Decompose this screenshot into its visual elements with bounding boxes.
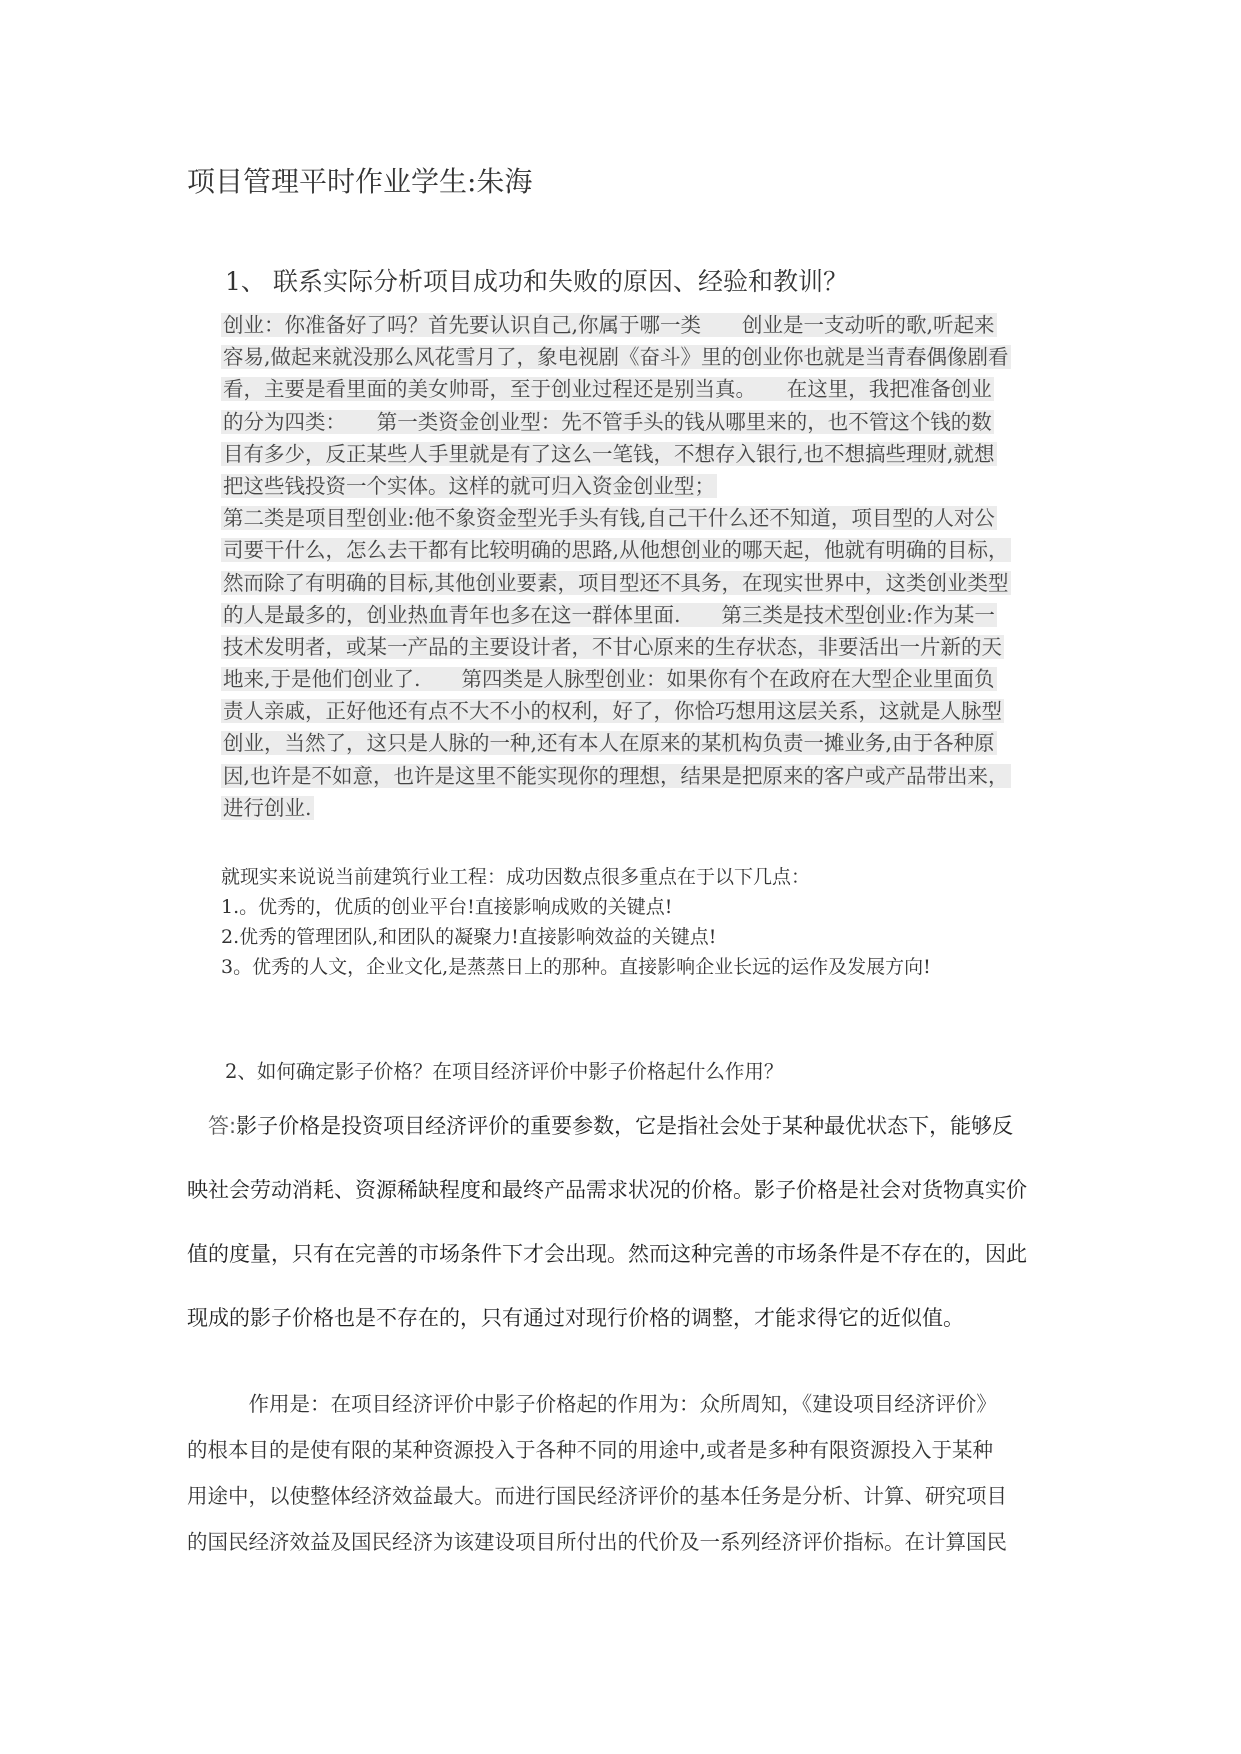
answer-line: 现成的影子价格也是不存在的，只有通过对现行价格的调整，才能求得它的近似值。 (187, 1306, 964, 1330)
question-1-number: 1、 (225, 267, 266, 296)
paragraph-line: 第二类是项目型创业:他不象资金型光手头有钱,自己干什么还不知道，项目型的人对公 (223, 506, 995, 531)
paragraph-line: 的分为四类： 第一类资金创业型：先不管手头的钱从哪里来的，也不管这个钱的数 (223, 409, 992, 434)
answer-line: 答:影子价格是投资项目经济评价的重要参数，它是指社会处于某种最优状态下，能够反 (208, 1114, 1014, 1138)
paragraph-line: 把这些钱投资一个实体。这样的就可归入资金创业型； (223, 473, 715, 498)
answer-line: 映社会劳动消耗、资源稀缺程度和最终产品需求状况的价格。影子价格是社会对货物真实价 (187, 1178, 1027, 1202)
paragraph-line: 因,也许是不如意，也许是这里不能实现你的理想，结果是把原来的客户或产品带出来， (223, 763, 1009, 788)
paragraph-line: 创业：你准备好了吗？首先要认识自己,你属于哪一类 创业是一支动听的歌,听起来 (223, 313, 995, 337)
paragraph-line: 地来,于是他们创业了. 第四类是人脉型创业：如果你有个在政府在大型企业里面负 (223, 667, 995, 692)
paragraph-line: 责人亲戚，正好他还有点不大不小的权利，好了，你恰巧想用这层关系，这就是人脉型 (223, 699, 1002, 724)
document-title: 项目管理平时作业学生:朱海 (187, 165, 533, 198)
usage-line: 作用是：在项目经济评价中影子价格起的作用为：众所周知，《建设项目经济评价》 (248, 1392, 997, 1416)
question-1-shaded-paragraph (221, 309, 1069, 824)
question-2-usage-paragraph (187, 1390, 1067, 1574)
question-2-answer (187, 1112, 1067, 1368)
answer-lead: 答: (208, 1114, 237, 1138)
list-item: 2.优秀的管理团队,和团队的凝聚力!直接影响效益的关键点! (221, 926, 717, 948)
usage-line: 用途中，以使整体经济效益最大。而进行国民经济评价的基本任务是分析、计算、研究项目 (187, 1484, 1007, 1508)
answer-line: 值的度量，只有在完善的市场条件下才会出现。然而这种完善的市场条件是不存在的，因此 (187, 1242, 1027, 1266)
paragraph-line: 创业，当然了，这只是人脉的一种,还有本人在原来的某机构负责一摊业务,由于各种原 (223, 731, 995, 756)
question-1-heading (225, 262, 848, 298)
question-2-heading: 2、如何确定影子价格？在项目经济评价中影子价格起什么作用？ (225, 1060, 784, 1083)
usage-line: 的根本目的是使有限的某种资源投入于各种不同的用途中,或者是多种有限资源投入于某种 (187, 1438, 994, 1462)
paragraph-line: 司要干什么，怎么去干都有比较明确的思路,从他想创业的哪天起，他就有明确的目标， (223, 538, 1009, 563)
paragraph-line: 技术发明者，或某一产品的主要设计者，不甘心原来的生存状态，非要活出一片新的天 (223, 634, 1002, 659)
paragraph-line: 进行创业. (223, 795, 312, 820)
paragraph-line: 目有多少，反正某些人手里就是有了这么一笔钱，不想存入银行,也不想搞些理财,就想 (223, 441, 995, 466)
key-points-intro: 就现实来说说当前建筑行业工程：成功因数点很多重点在于以下几点： (221, 866, 811, 888)
question-1-text: 联系实际分析项目成功和失败的原因、经验和教训？ (273, 267, 849, 296)
usage-line: 的国民经济效益及国民经济为该建设项目所付出的代价及一系列经济评价指标。在计算国民 (187, 1530, 1007, 1554)
paragraph-line: 容易,做起来就没那么风花雪月了，象电视剧《奋斗》里的创业你也就是当青春偶像剧看 (223, 345, 1009, 370)
paragraph-line: 看，主要是看里面的美女帅哥，至于创业过程还是别当真。 在这里，我把准备创业 (223, 377, 992, 402)
question-1-key-points (221, 862, 931, 982)
list-item: 1.。优秀的，优质的创业平台!直接影响成败的关键点! (221, 896, 673, 918)
paragraph-line: 然而除了有明确的目标,其他创业要素，项目型还不具务，在现实世界中，这类创业类型 (223, 570, 1009, 595)
paragraph-line: 的人是最多的，创业热血青年也多在这一群体里面. 第三类是技术型创业:作为某一 (223, 602, 995, 627)
list-item: 3。优秀的人文，企业文化,是蒸蒸日上的那种。直接影响企业长远的运作及发展方向! (221, 956, 931, 978)
